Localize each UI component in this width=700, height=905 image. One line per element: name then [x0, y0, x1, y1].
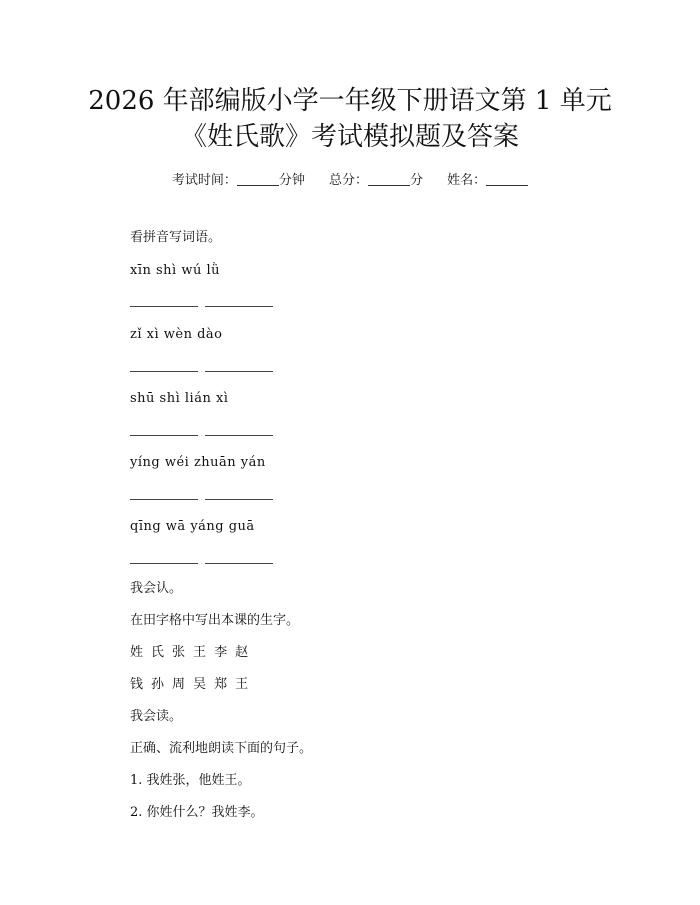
name-blank[interactable]	[486, 172, 528, 186]
recognize-heading: 我会认。	[130, 581, 183, 596]
char-item: 氏	[151, 645, 165, 660]
total-score-group	[329, 169, 423, 188]
pinyin-item-4: yíng wéi zhuān yán	[130, 455, 266, 470]
sentence-1: 1. 我姓张，他姓王。	[130, 773, 251, 788]
read-heading: 我会读。	[130, 709, 183, 724]
answer-blank[interactable]	[205, 427, 273, 436]
char-item: 郑	[214, 677, 228, 692]
page-title-line2: 《姓氏歌》考试模拟题及答案	[180, 122, 519, 152]
answer-blank[interactable]	[130, 427, 198, 436]
char-item: 张	[172, 645, 186, 660]
answer-blank[interactable]	[130, 363, 198, 372]
pinyin-section-heading: 看拼音写词语。	[130, 230, 222, 245]
exam-time-label: 考试时间：	[171, 173, 237, 188]
page-title-line1: 2026 年部编版小学一年级下册语文第 1 单元	[88, 86, 612, 116]
answer-blank[interactable]	[205, 363, 273, 372]
pinyin-item-5: qīng wā yáng guā	[130, 519, 255, 534]
total-score-unit: 分	[410, 173, 424, 188]
pinyin-item-3: shū shì lián xì	[130, 391, 229, 406]
total-score-label: 总分：	[328, 173, 368, 188]
exam-time-group	[172, 169, 305, 188]
exam-time-blank[interactable]	[237, 172, 279, 186]
char-item: 吴	[193, 677, 207, 692]
char-row-1	[130, 644, 256, 662]
pinyin-item-2: zǐ xì wèn dào	[130, 327, 223, 342]
answer-blank[interactable]	[205, 298, 273, 307]
exam-time-unit: 分钟	[278, 173, 305, 188]
char-item: 赵	[235, 645, 249, 660]
total-score-blank[interactable]	[368, 172, 410, 186]
char-row-2	[130, 676, 256, 694]
char-item: 周	[172, 677, 186, 692]
name-label: 姓名：	[447, 173, 487, 188]
char-item: 李	[214, 645, 228, 660]
char-item: 王	[193, 645, 207, 660]
char-item: 钱	[130, 677, 144, 692]
pinyin-item-1: xīn shì wú lǜ	[130, 263, 220, 278]
char-item: 王	[235, 677, 249, 692]
read-instruction: 正确、流利地朗读下面的句子。	[130, 741, 313, 756]
exam-meta-row	[0, 169, 700, 188]
char-item: 姓	[130, 645, 144, 660]
sentence-2: 2. 你姓什么？我姓李。	[130, 805, 264, 820]
name-group	[447, 169, 528, 188]
answer-blank[interactable]	[130, 555, 198, 564]
answer-blank[interactable]	[205, 491, 273, 500]
answer-blank[interactable]	[130, 491, 198, 500]
answer-blank[interactable]	[130, 298, 198, 307]
answer-blank[interactable]	[205, 555, 273, 564]
write-instruction: 在田字格中写出本课的生字。	[130, 613, 300, 628]
char-item: 孙	[151, 677, 165, 692]
